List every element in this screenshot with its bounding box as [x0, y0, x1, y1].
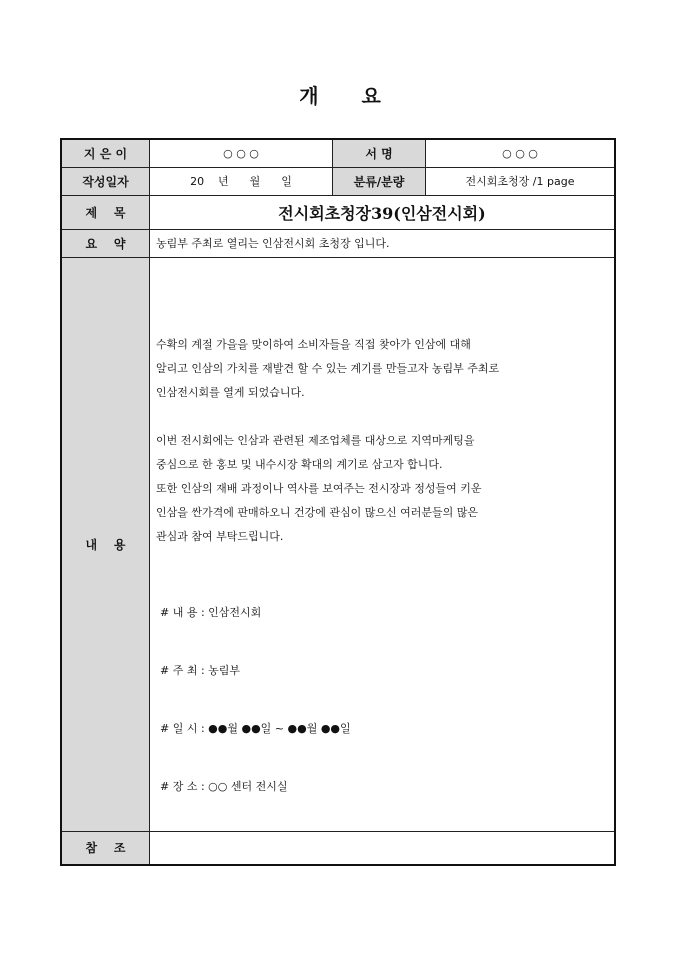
summary-label: 요 약	[61, 229, 150, 257]
content-line: 인삼을 싼가격에 판매하오니 건강에 관심이 많으신 여러분들의 많은	[156, 506, 479, 519]
document-title	[0, 80, 680, 109]
date-value: 20 년 월 일	[150, 167, 333, 195]
content-body	[150, 257, 616, 831]
content-label: 내 용	[61, 257, 150, 831]
date-label: 작성일자	[61, 167, 150, 195]
content-item: # 장 소 : ○○ 센터 전시실	[160, 780, 288, 793]
author-value: ○ ○ ○	[150, 139, 333, 167]
title-right: 요	[361, 84, 381, 108]
content-line: 관심과 참여 부탁드립니다.	[156, 530, 284, 543]
content-item: # 일 시 : ●●월 ●●일 ~ ●●월 ●●일	[160, 722, 351, 735]
subject-label: 제 목	[61, 195, 150, 229]
row-reference	[61, 831, 615, 865]
row-author	[61, 139, 615, 167]
reference-label: 참 조	[61, 831, 150, 865]
content-line: 수확의 계절 가을을 맞이하여 소비자들을 직접 찾아가 인삼에 대해	[156, 338, 471, 351]
signature-value: ○ ○ ○	[426, 139, 616, 167]
content-line: 인삼전시회를 열게 되었습니다.	[156, 386, 305, 399]
subject-value: 전시회초청장39(인삼전시회)	[150, 195, 616, 229]
category-value: 전시회초청장 /1 page	[426, 167, 616, 195]
content-item: # 내 용 : 인삼전시회	[160, 606, 262, 619]
content-line: 또한 인삼의 재배 과정이나 역사를 보여주는 전시장과 정성들여 키운	[156, 482, 482, 495]
reference-value	[150, 831, 616, 865]
content-item: # 주 최 : 농림부	[160, 664, 241, 677]
signature-label: 서 명	[333, 139, 426, 167]
author-label: 지 은 이	[61, 139, 150, 167]
summary-value: 농림부 주최로 열리는 인삼전시회 초청장 입니다.	[150, 229, 616, 257]
row-content	[61, 257, 615, 831]
content-line: 알리고 인삼의 가치를 재발견 할 수 있는 계기를 만들고자 농림부 주최로	[156, 362, 500, 375]
row-date	[61, 167, 615, 195]
content-line: 이번 전시회에는 인삼과 관련된 제조업체를 대상으로 지역마케팅을	[156, 434, 475, 447]
title-left: 개	[299, 84, 319, 108]
overview-table	[60, 138, 616, 866]
row-summary	[61, 229, 615, 257]
row-subject	[61, 195, 615, 229]
content-line: 중심으로 한 홍보 및 내수시장 확대의 계기로 삼고자 합니다.	[156, 458, 443, 471]
category-label: 분류/분량	[333, 167, 426, 195]
